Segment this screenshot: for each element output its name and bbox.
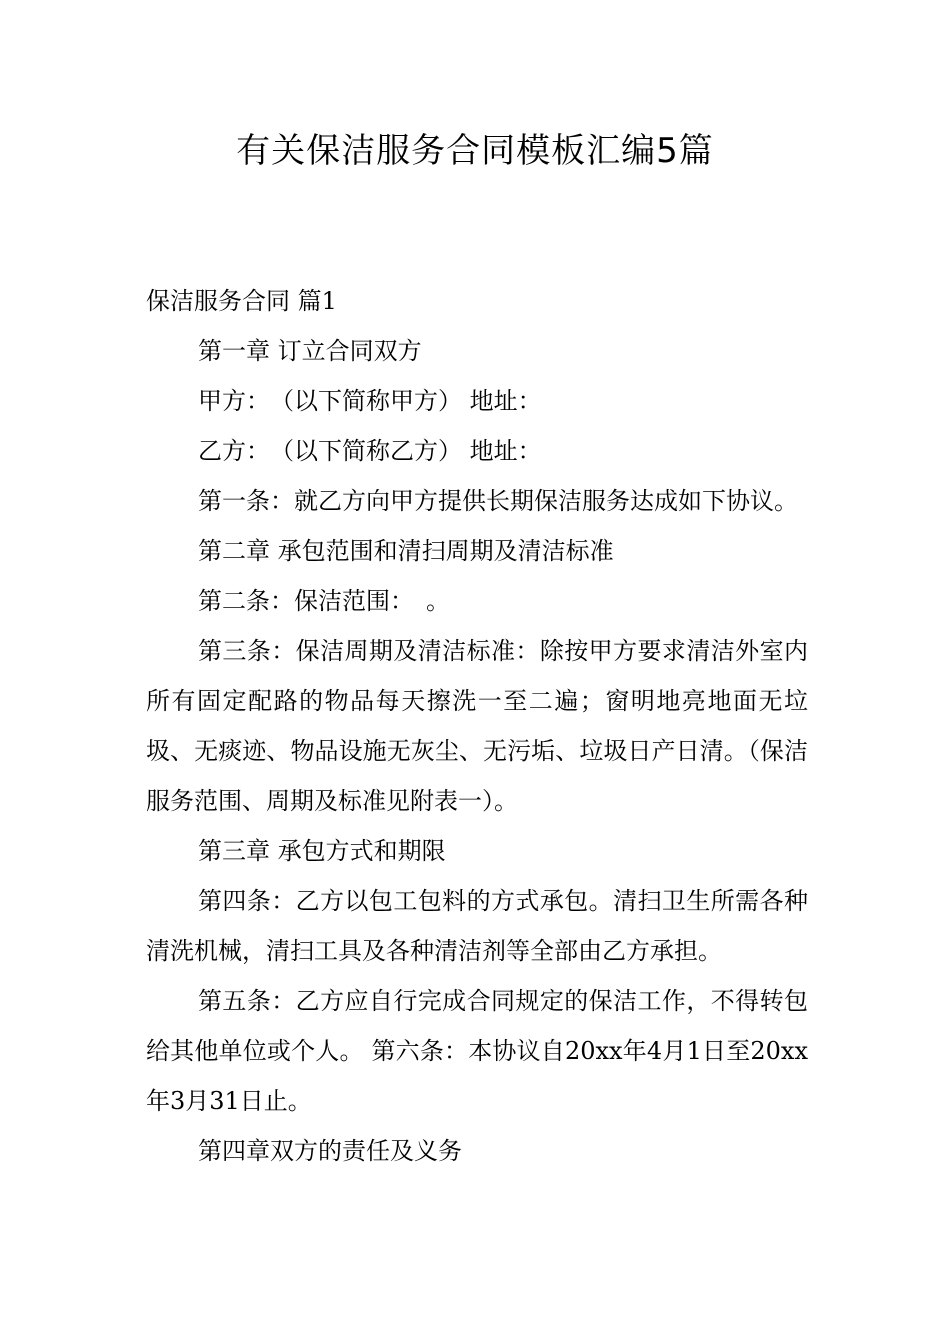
article-paragraph: 第二条：保洁范围： 。	[198, 587, 450, 615]
article-paragraph: 第三条：保洁周期及清洁标准：除按甲方要求清洁外室内所有固定配路的物品每天擦洗一至二遍；窗明地亮地面无垃圾、无痰迹、物品设施无灰尘、无污垢、垃圾日产日清。（保洁服务范围、周期及标准见附表一）。	[146, 637, 808, 815]
article-paragraph: 第五条：乙方应自行完成合同规定的保洁工作，不得转包给其他单位或个人。 第六条：本协议自20xx年4月1日至20xx年3月31日止。	[146, 987, 808, 1115]
document-body	[146, 276, 808, 1176]
party-b-line: 乙方： （以下简称乙方） 地址：	[198, 437, 542, 465]
chapter-heading: 第一章 订立合同双方	[198, 337, 422, 365]
chapter-heading: 第三章 承包方式和期限	[198, 837, 446, 865]
section-heading: 保洁服务合同 篇1	[146, 287, 337, 315]
party-a-line: 甲方： （以下简称甲方） 地址：	[198, 387, 542, 415]
article-paragraph: 第四条：乙方以包工包料的方式承包。清扫卫生所需各种清洗机械，清扫工具及各种清洁剂等全部由乙方承担。	[146, 887, 808, 965]
chapter-heading: 第四章双方的责任及义务	[198, 1137, 462, 1165]
chapter-heading: 第二章 承包范围和清扫周期及清洁标准	[198, 537, 614, 565]
document-title: 有关保洁服务合同模板汇编5篇	[236, 131, 714, 171]
article-paragraph: 第一条：就乙方向甲方提供长期保洁服务达成如下协议。	[198, 487, 798, 515]
